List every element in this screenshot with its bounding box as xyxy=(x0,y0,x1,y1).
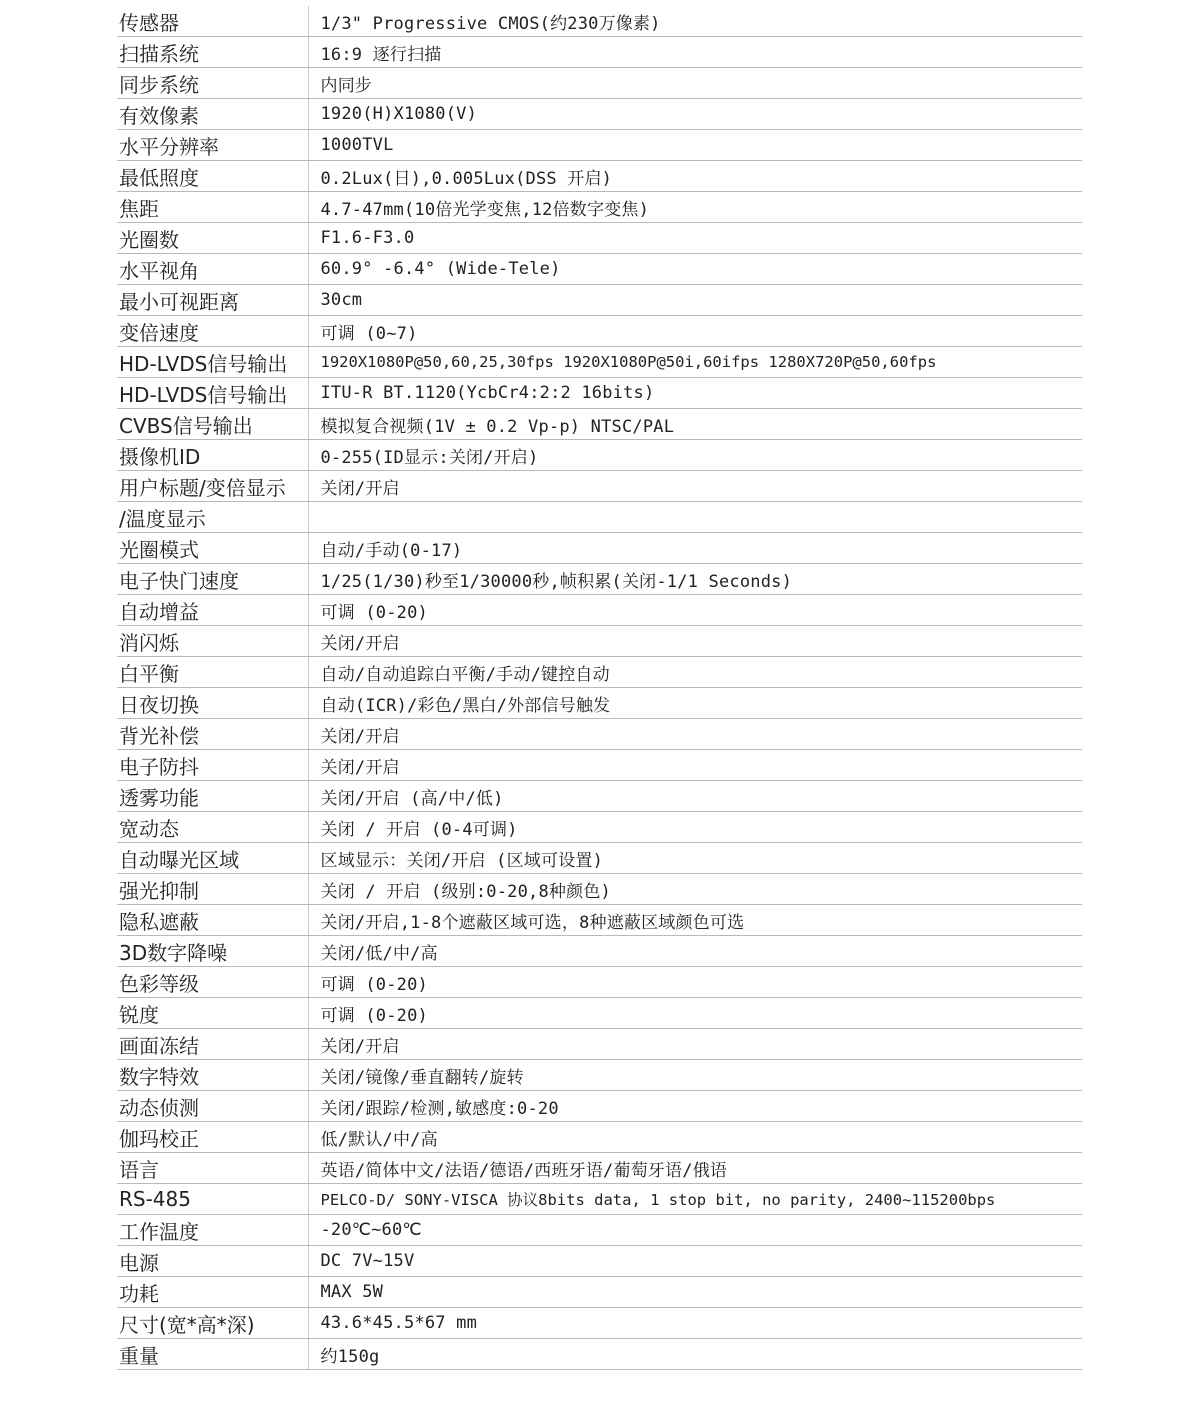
spec-row xyxy=(117,471,1082,502)
spec-value: 自动/手动(0-17) xyxy=(308,533,1082,564)
spec-label: 强光抑制 xyxy=(117,874,308,905)
spec-value: 1/25(1/30)秒至1/30000秒,帧积累(关闭-1/1 Seconds) xyxy=(308,564,1082,595)
spec-value: 关闭/开启 xyxy=(308,626,1082,657)
spec-label: 摄像机ID xyxy=(117,440,308,471)
spec-label: 水平视角 xyxy=(117,254,308,285)
spec-label: 有效像素 xyxy=(117,99,308,130)
spec-label: 同步系统 xyxy=(117,68,308,99)
spec-row xyxy=(117,1122,1082,1153)
spec-row xyxy=(117,905,1082,936)
spec-row xyxy=(117,378,1082,409)
spec-value: PELCO-D/ SONY-VISCA 协议8bits data, 1 stop bit, no parity, 2400~115200bps xyxy=(308,1184,1082,1215)
spec-label: 白平衡 xyxy=(117,657,308,688)
spec-row xyxy=(117,285,1082,316)
spec-table xyxy=(117,6,1082,1370)
spec-row xyxy=(117,68,1082,99)
spec-label: 动态侦测 xyxy=(117,1091,308,1122)
spec-value: 自动/自动追踪白平衡/手动/键控自动 xyxy=(308,657,1082,688)
spec-row xyxy=(117,1277,1082,1308)
spec-row xyxy=(117,316,1082,347)
spec-label: CVBS信号输出 xyxy=(117,409,308,440)
spec-label: 消闪烁 xyxy=(117,626,308,657)
spec-label: 水平分辨率 xyxy=(117,130,308,161)
spec-row xyxy=(117,1246,1082,1277)
spec-label: 自动曝光区域 xyxy=(117,843,308,874)
spec-value: 关闭/开启 (高/中/低) xyxy=(308,781,1082,812)
spec-row xyxy=(117,1153,1082,1184)
spec-value: 模拟复合视频(1V ± 0.2 Vp-p) NTSC/PAL xyxy=(308,409,1082,440)
spec-row xyxy=(117,440,1082,471)
spec-table-body xyxy=(117,6,1082,1370)
spec-label: 日夜切换 xyxy=(117,688,308,719)
spec-value: 关闭/跟踪/检测,敏感度:0-20 xyxy=(308,1091,1082,1122)
spec-row xyxy=(117,781,1082,812)
spec-label: 工作温度 xyxy=(117,1215,308,1246)
spec-row xyxy=(117,1339,1082,1370)
spec-value: 0.2Lux(日),0.005Lux(DSS 开启) xyxy=(308,161,1082,192)
spec-value: 1/3" Progressive CMOS(约230万像素) xyxy=(308,6,1082,37)
spec-row xyxy=(117,161,1082,192)
spec-label: 3D数字降噪 xyxy=(117,936,308,967)
spec-row xyxy=(117,812,1082,843)
spec-value: 0-255(ID显示:关闭/开启) xyxy=(308,440,1082,471)
spec-value: DC 7V~15V xyxy=(308,1246,1082,1277)
spec-value: 内同步 xyxy=(308,68,1082,99)
spec-label: 电子防抖 xyxy=(117,750,308,781)
spec-label: 锐度 xyxy=(117,998,308,1029)
spec-value: 关闭/开启 xyxy=(308,750,1082,781)
spec-value: 可调 (0-20) xyxy=(308,998,1082,1029)
spec-value: 低/默认/中/高 xyxy=(308,1122,1082,1153)
spec-row xyxy=(117,750,1082,781)
spec-value xyxy=(308,502,1082,533)
spec-label: 色彩等级 xyxy=(117,967,308,998)
spec-label: 画面冻结 xyxy=(117,1029,308,1060)
spec-row xyxy=(117,688,1082,719)
spec-row xyxy=(117,719,1082,750)
spec-label: 自动增益 xyxy=(117,595,308,626)
spec-label: 最小可视距离 xyxy=(117,285,308,316)
spec-row xyxy=(117,409,1082,440)
spec-row xyxy=(117,998,1082,1029)
spec-row xyxy=(117,564,1082,595)
spec-label: RS-485 xyxy=(117,1184,308,1215)
spec-row xyxy=(117,967,1082,998)
spec-label: 隐私遮蔽 xyxy=(117,905,308,936)
spec-row xyxy=(117,843,1082,874)
spec-label: 光圈数 xyxy=(117,223,308,254)
spec-label: 数字特效 xyxy=(117,1060,308,1091)
spec-row xyxy=(117,1060,1082,1091)
spec-value: 关闭/镜像/垂直翻转/旋转 xyxy=(308,1060,1082,1091)
spec-label: 伽玛校正 xyxy=(117,1122,308,1153)
spec-row xyxy=(117,1215,1082,1246)
spec-row xyxy=(117,1308,1082,1339)
spec-label: 宽动态 xyxy=(117,812,308,843)
spec-value: 30cm xyxy=(308,285,1082,316)
spec-row xyxy=(117,1029,1082,1060)
spec-row xyxy=(117,657,1082,688)
spec-row xyxy=(117,99,1082,130)
spec-value: -20℃~60℃ xyxy=(308,1215,1082,1246)
spec-label: HD-LVDS信号输出 xyxy=(117,378,308,409)
spec-row xyxy=(117,192,1082,223)
spec-label: 最低照度 xyxy=(117,161,308,192)
spec-label: 重量 xyxy=(117,1339,308,1370)
spec-label: 焦距 xyxy=(117,192,308,223)
spec-value: 1000TVL xyxy=(308,130,1082,161)
spec-row xyxy=(117,626,1082,657)
spec-value: 约150g xyxy=(308,1339,1082,1370)
spec-label: 电子快门速度 xyxy=(117,564,308,595)
spec-value: 自动(ICR)/彩色/黑白/外部信号触发 xyxy=(308,688,1082,719)
spec-row xyxy=(117,1091,1082,1122)
spec-row xyxy=(117,595,1082,626)
spec-row xyxy=(117,1184,1082,1215)
spec-row xyxy=(117,502,1082,533)
spec-value: ITU-R BT.1120(YcbCr4:2:2 16bits) xyxy=(308,378,1082,409)
spec-value: 43.6*45.5*67 mm xyxy=(308,1308,1082,1339)
spec-value: 16:9 逐行扫描 xyxy=(308,37,1082,68)
spec-value: 1920X1080P@50,60,25,30fps 1920X1080P@50i,60ifps 1280X720P@50,60fps xyxy=(308,347,1082,378)
spec-value: 区域显示：关闭/开启 (区域可设置) xyxy=(308,843,1082,874)
spec-value: 1920(H)X1080(V) xyxy=(308,99,1082,130)
spec-value: 关闭/低/中/高 xyxy=(308,936,1082,967)
spec-label: 传感器 xyxy=(117,6,308,37)
spec-label: 语言 xyxy=(117,1153,308,1184)
spec-label: 尺寸(宽*高*深) xyxy=(117,1308,308,1339)
spec-value: 关闭/开启 xyxy=(308,471,1082,502)
spec-label: HD-LVDS信号输出 xyxy=(117,347,308,378)
spec-row xyxy=(117,37,1082,68)
spec-value: 可调 (0~7) xyxy=(308,316,1082,347)
spec-label: 光圈模式 xyxy=(117,533,308,564)
spec-row xyxy=(117,254,1082,285)
spec-label: 功耗 xyxy=(117,1277,308,1308)
spec-row xyxy=(117,874,1082,905)
spec-label: 变倍速度 xyxy=(117,316,308,347)
spec-value: 关闭/开启 xyxy=(308,1029,1082,1060)
spec-value: MAX 5W xyxy=(308,1277,1082,1308)
spec-row xyxy=(117,223,1082,254)
spec-label: /温度显示 xyxy=(117,502,308,533)
spec-label: 电源 xyxy=(117,1246,308,1277)
spec-value: 60.9° -6.4° (Wide-Tele) xyxy=(308,254,1082,285)
spec-label: 背光补偿 xyxy=(117,719,308,750)
spec-value: 关闭/开启 xyxy=(308,719,1082,750)
spec-value: 关闭 / 开启 (0-4可调) xyxy=(308,812,1082,843)
spec-label: 透雾功能 xyxy=(117,781,308,812)
spec-row xyxy=(117,6,1082,37)
spec-label: 用户标题/变倍显示 xyxy=(117,471,308,502)
spec-value: 关闭 / 开启 (级别:0-20,8种颜色) xyxy=(308,874,1082,905)
spec-value: 可调 (0-20) xyxy=(308,595,1082,626)
spec-value: 4.7-47mm(10倍光学变焦,12倍数字变焦) xyxy=(308,192,1082,223)
spec-row xyxy=(117,130,1082,161)
spec-row xyxy=(117,533,1082,564)
spec-row xyxy=(117,936,1082,967)
spec-label: 扫描系统 xyxy=(117,37,308,68)
spec-value: F1.6-F3.0 xyxy=(308,223,1082,254)
spec-value: 关闭/开启,1-8个遮蔽区域可选，8种遮蔽区域颜色可选 xyxy=(308,905,1082,936)
spec-row xyxy=(117,347,1082,378)
spec-value: 可调 (0-20) xyxy=(308,967,1082,998)
spec-value: 英语/简体中文/法语/德语/西班牙语/葡萄牙语/俄语 xyxy=(308,1153,1082,1184)
